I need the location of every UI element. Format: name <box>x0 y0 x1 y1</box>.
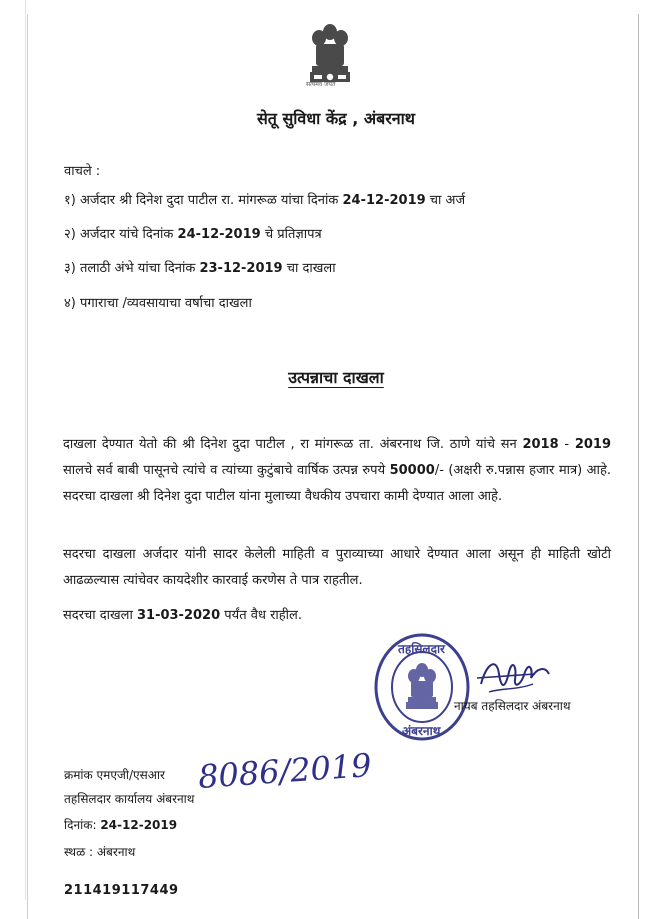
reference-text: १) अर्जदार श्री दिनेश दुदा पाटील रा. मांगरूळ यांचा दिनांक <box>64 193 343 208</box>
reference-text: चा अर्ज <box>425 193 466 208</box>
year-end: 2019 <box>574 437 611 452</box>
certificate-number: 211419117449 <box>64 883 179 898</box>
handwritten-reference-number: 8086/2019 <box>196 745 373 797</box>
references-intro: वाचले : <box>64 164 101 179</box>
issue-date-value: 24-12-2019 <box>100 818 178 832</box>
emblem-motto: सत्यमेव जयते <box>306 81 336 88</box>
page-title: सेतू सुविधा केंद्र , अंबरनाथ <box>256 109 416 128</box>
certificate-heading: उत्पन्नाचा दाखला <box>288 368 384 387</box>
reference-number-label: क्रमांक एमएजी/एसआर <box>64 768 165 782</box>
paragraph-text: /- (अक्षरी रु.पन्नास हजार मात्र) आहे. सदरचा दाखला श्री दिनेश दुदा पाटील यांना मुलाच्या वैधकीय उपचारा कामी देण्यात आला आहे. <box>63 463 611 504</box>
declaration-paragraph: सदरचा दाखला अर्जदार यांनी सादर केलेली माहिती व पुराव्याच्या आधारे देण्यात आला असून ही माहिती खोटी आढळल्यास त्यांचेवर कायदेशीर कारवाई करणेस ते पात्र राहतील. <box>63 547 611 588</box>
reference-item <box>64 293 252 311</box>
reference-text: चा दाखला <box>282 261 336 276</box>
issue-place: स्थळ : अंबरनाथ <box>64 845 136 859</box>
reference-text: ४) पगाराचा /व्यवसायाचा वर्षाचा दाखला <box>64 296 252 311</box>
signatory-designation: नायब तहसिलदार अंबरनाथ <box>454 699 571 713</box>
seal-bottom-text: अंबरनाथ <box>402 724 441 738</box>
reference-item <box>64 224 322 242</box>
reference-text: चे प्रतिज्ञापत्र <box>260 227 322 242</box>
paragraph-text: दाखला देण्यात येतो की श्री दिनेश दुदा पाटील , रा मांगरूळ ता. अंबरनाथ जि. ठाणे यांचे सन <box>63 437 523 452</box>
scan-edge <box>25 0 26 900</box>
issue-date-label: दिनांक: <box>64 818 101 832</box>
year-start: 2018 <box>522 437 559 452</box>
office-name: तहसिलदार कार्यालय अंबरनाथ <box>64 792 195 806</box>
reference-item <box>64 190 465 208</box>
issue-date <box>64 816 177 833</box>
signature-icon <box>475 650 555 698</box>
paragraph-text: सालचे सर्व बाबी पासूनचे त्यांचे व त्यांच्या कुटुंबाचे वार्षिक उत्पन्न रुपये <box>63 463 390 478</box>
national-emblem-icon <box>300 22 360 100</box>
paragraph-text: पर्यंत वैध राहील. <box>220 608 302 623</box>
certificate-paragraph <box>63 432 611 510</box>
reference-text: ३) तलाठी अंभे यांचा दिनांक <box>64 261 200 276</box>
paragraph-text: सदरचा दाखला <box>63 608 137 623</box>
validity-paragraph <box>63 603 611 629</box>
reference-text: २) अर्जदार यांचे दिनांक <box>64 227 178 242</box>
seal-top-text: तहसिलदार <box>398 642 445 656</box>
reference-item <box>64 258 336 276</box>
paragraph-text: - <box>558 437 575 452</box>
reference-date: 23-12-2019 <box>199 261 283 276</box>
income-amount: 50000 <box>389 463 435 478</box>
validity-date: 31-03-2020 <box>136 608 221 623</box>
reference-date: 24-12-2019 <box>177 227 261 242</box>
reference-date: 24-12-2019 <box>342 193 426 208</box>
